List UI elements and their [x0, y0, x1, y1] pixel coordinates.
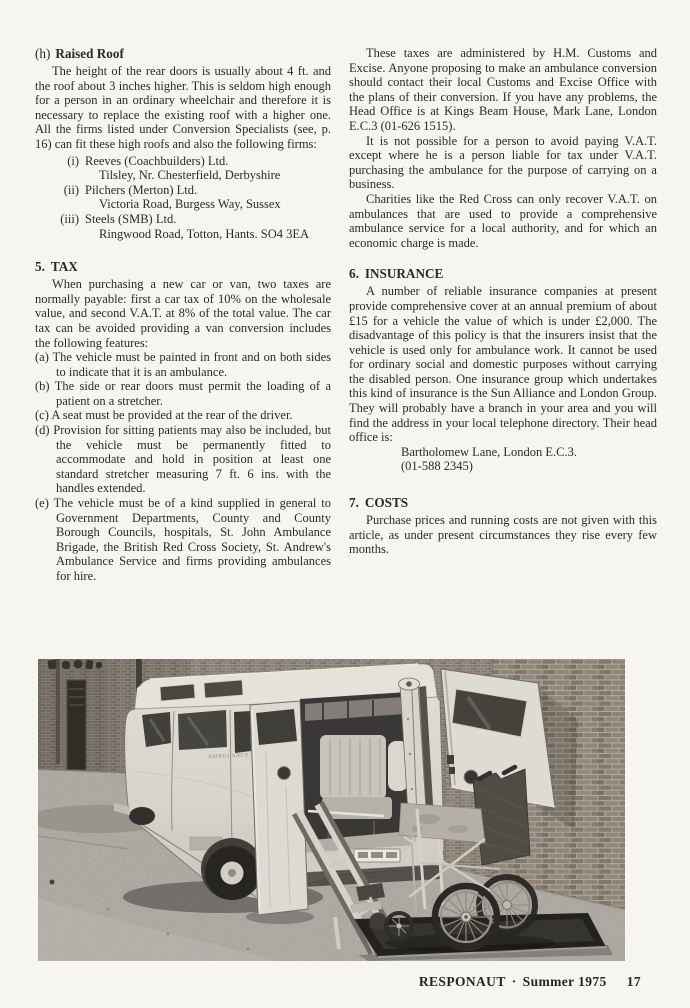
costs-body: Purchase prices and running costs are not given with this article, as under present circumstances they rise every few months. [349, 513, 657, 557]
tax-continued-paragraph: Charities like the Red Cross can only recover V.A.T. on ambulances that are used to provide a comprehensive ambulance service for a local authority, and for which an economic charge is made. [349, 191, 657, 250]
firm-line [35, 183, 331, 198]
firm-name: Steels (SMB) Ltd. [85, 211, 177, 226]
firm-address: Tilsley, Nr. Chesterfield, Derbyshire [99, 168, 281, 183]
tax-item [35, 350, 331, 379]
firm-item [35, 212, 331, 241]
insurance-address-block [401, 445, 657, 474]
firm-line [35, 212, 331, 227]
tax-item [35, 496, 331, 584]
firm-address: Ringwood Road, Totton, Hants. SO4 3EA [99, 226, 310, 241]
tax-intro: When purchasing a new car or van, two taxes are normally payable: first a car tax of 10% on the wholesale value, and second V.A.T. at 8% of the total value. The car tax can be avoided providing a van conversion includes the following features: [35, 277, 331, 350]
page-number: 17 [626, 974, 641, 989]
firm-address: Victoria Road, Burgess Way, Sussex [99, 197, 281, 212]
item-text: A seat must be provided at the rear of the driver. [51, 408, 293, 423]
item-text: The side or rear doors must permit the loading of a patient on a stretcher. [54, 379, 331, 408]
left-column [35, 46, 331, 584]
tax-continued-paragraph: These taxes are administered by H.M. Customs and Excise. Anyone proposing to make an ambulance conversion should contact their local Customs and Excise Office with the plans of their conversion. If you have any problems, the Head Office is at Kings Beam House, Mark Lane, London E.C.3 (01-626 1515). [349, 46, 657, 133]
journal-title: RESPONAUT [418, 974, 506, 989]
raised-roof-body: The height of the rear doors is usually about 4 ft. and the roof about 3 inches higher. This is seldom high enough for a person in an ordinary wheelchair and therefore it is necessary to replace the existing roof with a higher one. All the firms listed under Conversion Specialists (see, p. 16) can fit these high roofs and also the following firms: [35, 64, 331, 151]
tax-item [35, 423, 331, 496]
firm-line [35, 154, 331, 169]
item-label: (e) [35, 496, 49, 511]
firm-item [35, 183, 331, 212]
firm-name: Pilchers (Merton) Ltd. [85, 182, 198, 197]
right-column [349, 46, 657, 557]
issue-label: Summer 1975 [522, 974, 607, 989]
insurance-address: Bartholomew Lane, London E.C.3. [401, 444, 578, 459]
photo-veil [38, 659, 625, 961]
insurance-title: INSURANCE [364, 266, 444, 282]
insurance-number: 6. [349, 266, 359, 282]
tax-continued-paragraph: It is not possible for a person to avoid paying V.A.T. except where he is a person liable for tax under V.A.T. purchasing the ambulance for the purpose of carrying on a business. [349, 133, 657, 192]
item-label: (d) [35, 423, 50, 438]
ambulance-photo-illustration [38, 659, 625, 961]
firm-label: (iii) [60, 211, 79, 226]
item-text: The vehicle must be of a kind supplied in general to Government Departments, County and County Borough Councils, hospitals, St. John Ambulance Brigade, the British Red Cross Society, St. Andrew's Ambulance Service and firms providing ambulances for hire. [53, 496, 331, 583]
insurance-phone: (01-588 2345) [401, 459, 473, 474]
firm-list [35, 154, 331, 242]
raised-roof-label: (h) [35, 46, 51, 61]
raised-roof-title: Raised Roof [55, 46, 124, 61]
tax-item [35, 379, 331, 408]
footer-separator: · [511, 974, 517, 989]
item-text: The vehicle must be painted in front and on both sides to indicate that it is an ambulance. [52, 350, 331, 379]
raised-roof-heading [35, 46, 331, 61]
tax-number: 5. [35, 259, 45, 275]
firm-name: Reeves (Coachbuilders) Ltd. [85, 153, 229, 168]
item-label: (a) [35, 350, 49, 365]
tax-item [35, 408, 331, 423]
firm-label: (i) [67, 153, 79, 168]
firm-label: (ii) [63, 182, 79, 197]
insurance-body: A number of reliable insurance companies at present provide comprehensive cover at an annual premium of about £15 for a vehicle the value of which is under £2,000. The disadvantage of this policy is that the insurers insist that the vehicle is used only for ambulance work. It cannot be used for ordinary social and domestic purposes without carrying the disabled person. One insurance group which undertakes this kind of insurance is the Sun Alliance and London Group. They will probably have a branch in your area and you will find the address in your local telephone directory. Their head office is: [349, 284, 657, 445]
costs-title: COSTS [364, 495, 409, 511]
ambulance-photo [38, 659, 625, 961]
insurance-heading [349, 266, 657, 281]
item-label: (b) [35, 379, 50, 394]
article-columns [35, 46, 657, 633]
costs-heading [349, 495, 657, 510]
item-text: Provision for sitting patients may also be included, but the vehicle must be permanently fitted to accommodate and hold in position at least one standard stretcher measuring 7 ft. 6 ins. with the handles extended. [53, 423, 331, 496]
ambulance-lettering: AMBULANCE [207, 752, 250, 760]
page-footer [35, 974, 657, 990]
item-label: (c) [35, 408, 49, 423]
tax-title: TAX [50, 259, 78, 275]
tax-heading [35, 259, 331, 274]
costs-number: 7. [349, 495, 359, 511]
firm-item [35, 154, 331, 183]
